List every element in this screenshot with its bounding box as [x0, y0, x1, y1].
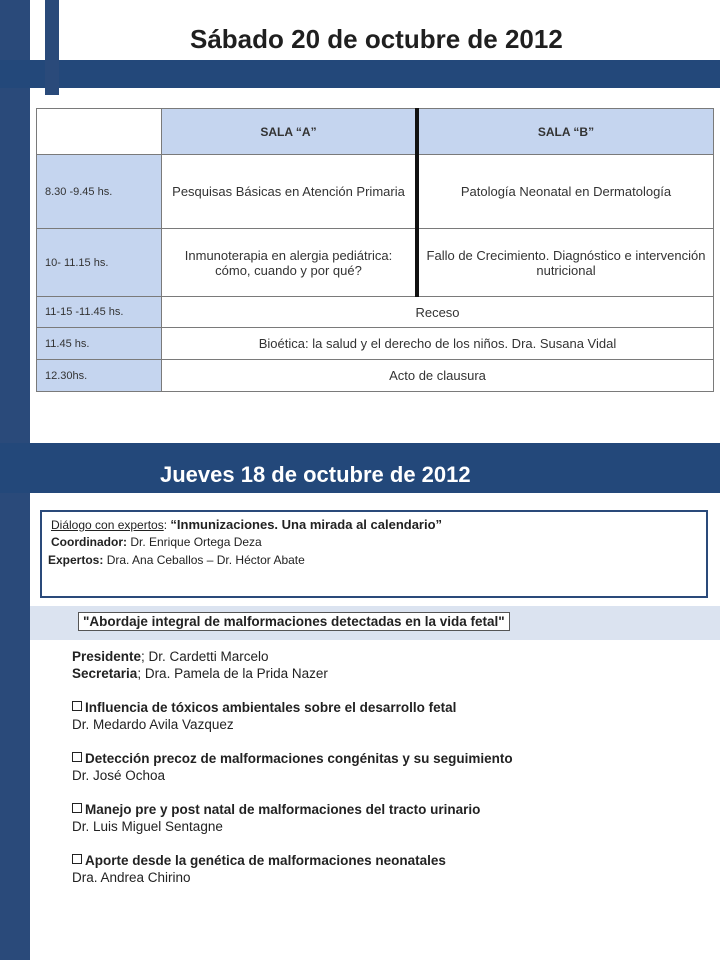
panel-title: "Abordaje integral de malformaciones detectadas en la vida fetal": [78, 612, 510, 631]
time-cell: 12.30hs.: [37, 360, 162, 392]
checkbox-bullet-icon: [72, 701, 82, 711]
experts-label: Expertos:: [48, 553, 104, 567]
day1-title: Sábado 20 de octubre de 2012: [190, 24, 563, 54]
talk-speaker: Dr. Medardo Avila Vazquez: [72, 717, 234, 732]
coordinator-label: Coordinador:: [51, 535, 127, 549]
header-sala-b: SALA “B”: [417, 109, 714, 155]
time-cell: 8.30 -9.45 hs.: [37, 155, 162, 229]
talk-item: [72, 852, 513, 869]
header-empty-cell: [37, 109, 162, 155]
checkbox-bullet-icon: [72, 854, 82, 864]
coordinator-line: [51, 535, 262, 549]
table-row: [37, 360, 714, 392]
dialog-line: [51, 517, 442, 532]
sala-a-cell: Pesquisas Básicas en Atención Primaria: [162, 155, 418, 229]
talk-speaker: Dra. Andrea Chirino: [72, 870, 191, 885]
talk-title: Manejo pre y post natal de malformaciones del tracto urinario: [85, 802, 481, 817]
time-cell: 10- 11.15 hs.: [37, 229, 162, 297]
secretary-label: Secretaria: [72, 666, 138, 681]
sala-b-cell: Fallo de Crecimiento. Diagnóstico e intervención nutricional: [417, 229, 714, 297]
panel-program: [72, 648, 513, 886]
secretary-line: [72, 665, 513, 682]
time-cell: 11-15 -11.45 hs.: [37, 297, 162, 328]
schedule-table: [36, 108, 714, 392]
experts-line: [48, 553, 305, 567]
table-row: [37, 297, 714, 328]
table-row: [37, 155, 714, 229]
merged-cell: Acto de clausura: [162, 360, 714, 392]
secretary-value: ; Dra. Pamela de la Prida Nazer: [137, 666, 328, 681]
header-sala-a: SALA “A”: [162, 109, 418, 155]
talk-item: [72, 699, 513, 716]
dialog-box: [40, 510, 708, 598]
talk-title: Detección precoz de malformaciones congénitas y su seguimiento: [85, 751, 513, 766]
merged-cell: Bioética: la salud y el derecho de los niños. Dra. Susana Vidal: [162, 328, 714, 360]
day2-title: Jueves 18 de octubre de 2012: [160, 462, 471, 487]
president-line: [72, 648, 513, 665]
talk-speaker: Dr. Luis Miguel Sentagne: [72, 819, 223, 834]
talk-title: Aporte desde la genética de malformaciones neonatales: [85, 853, 446, 868]
sala-b-cell: Patología Neonatal en Dermatología: [417, 155, 714, 229]
top-header-band: [0, 60, 720, 88]
table-row: [37, 229, 714, 297]
talk-item: [72, 801, 513, 818]
time-cell: 11.45 hs.: [37, 328, 162, 360]
merged-cell: Receso: [162, 297, 714, 328]
talk-title: Influencia de tóxicos ambientales sobre el desarrollo fetal: [85, 700, 457, 715]
talk-item: [72, 750, 513, 767]
dialog-topic: “Inmunizaciones. Una mirada al calendario”: [170, 517, 443, 532]
dialog-label: Diálogo con expertos: [51, 518, 164, 532]
table-row: [37, 328, 714, 360]
checkbox-bullet-icon: [72, 803, 82, 813]
table-header-row: [37, 109, 714, 155]
sala-a-cell: Inmunoterapia en alergia pediátrica: cómo, cuando y por qué?: [162, 229, 418, 297]
experts-value: Dra. Ana Ceballos – Dr. Héctor Abate: [103, 553, 305, 567]
checkbox-bullet-icon: [72, 752, 82, 762]
inner-vertical-bar: [45, 0, 59, 95]
president-label: Presidente: [72, 649, 142, 664]
president-value: ; Dr. Cardetti Marcelo: [141, 649, 269, 664]
talk-speaker: Dr. José Ochoa: [72, 768, 166, 783]
dialog-sep: :: [163, 518, 171, 532]
coordinator-value: Dr. Enrique Ortega Deza: [127, 535, 262, 549]
